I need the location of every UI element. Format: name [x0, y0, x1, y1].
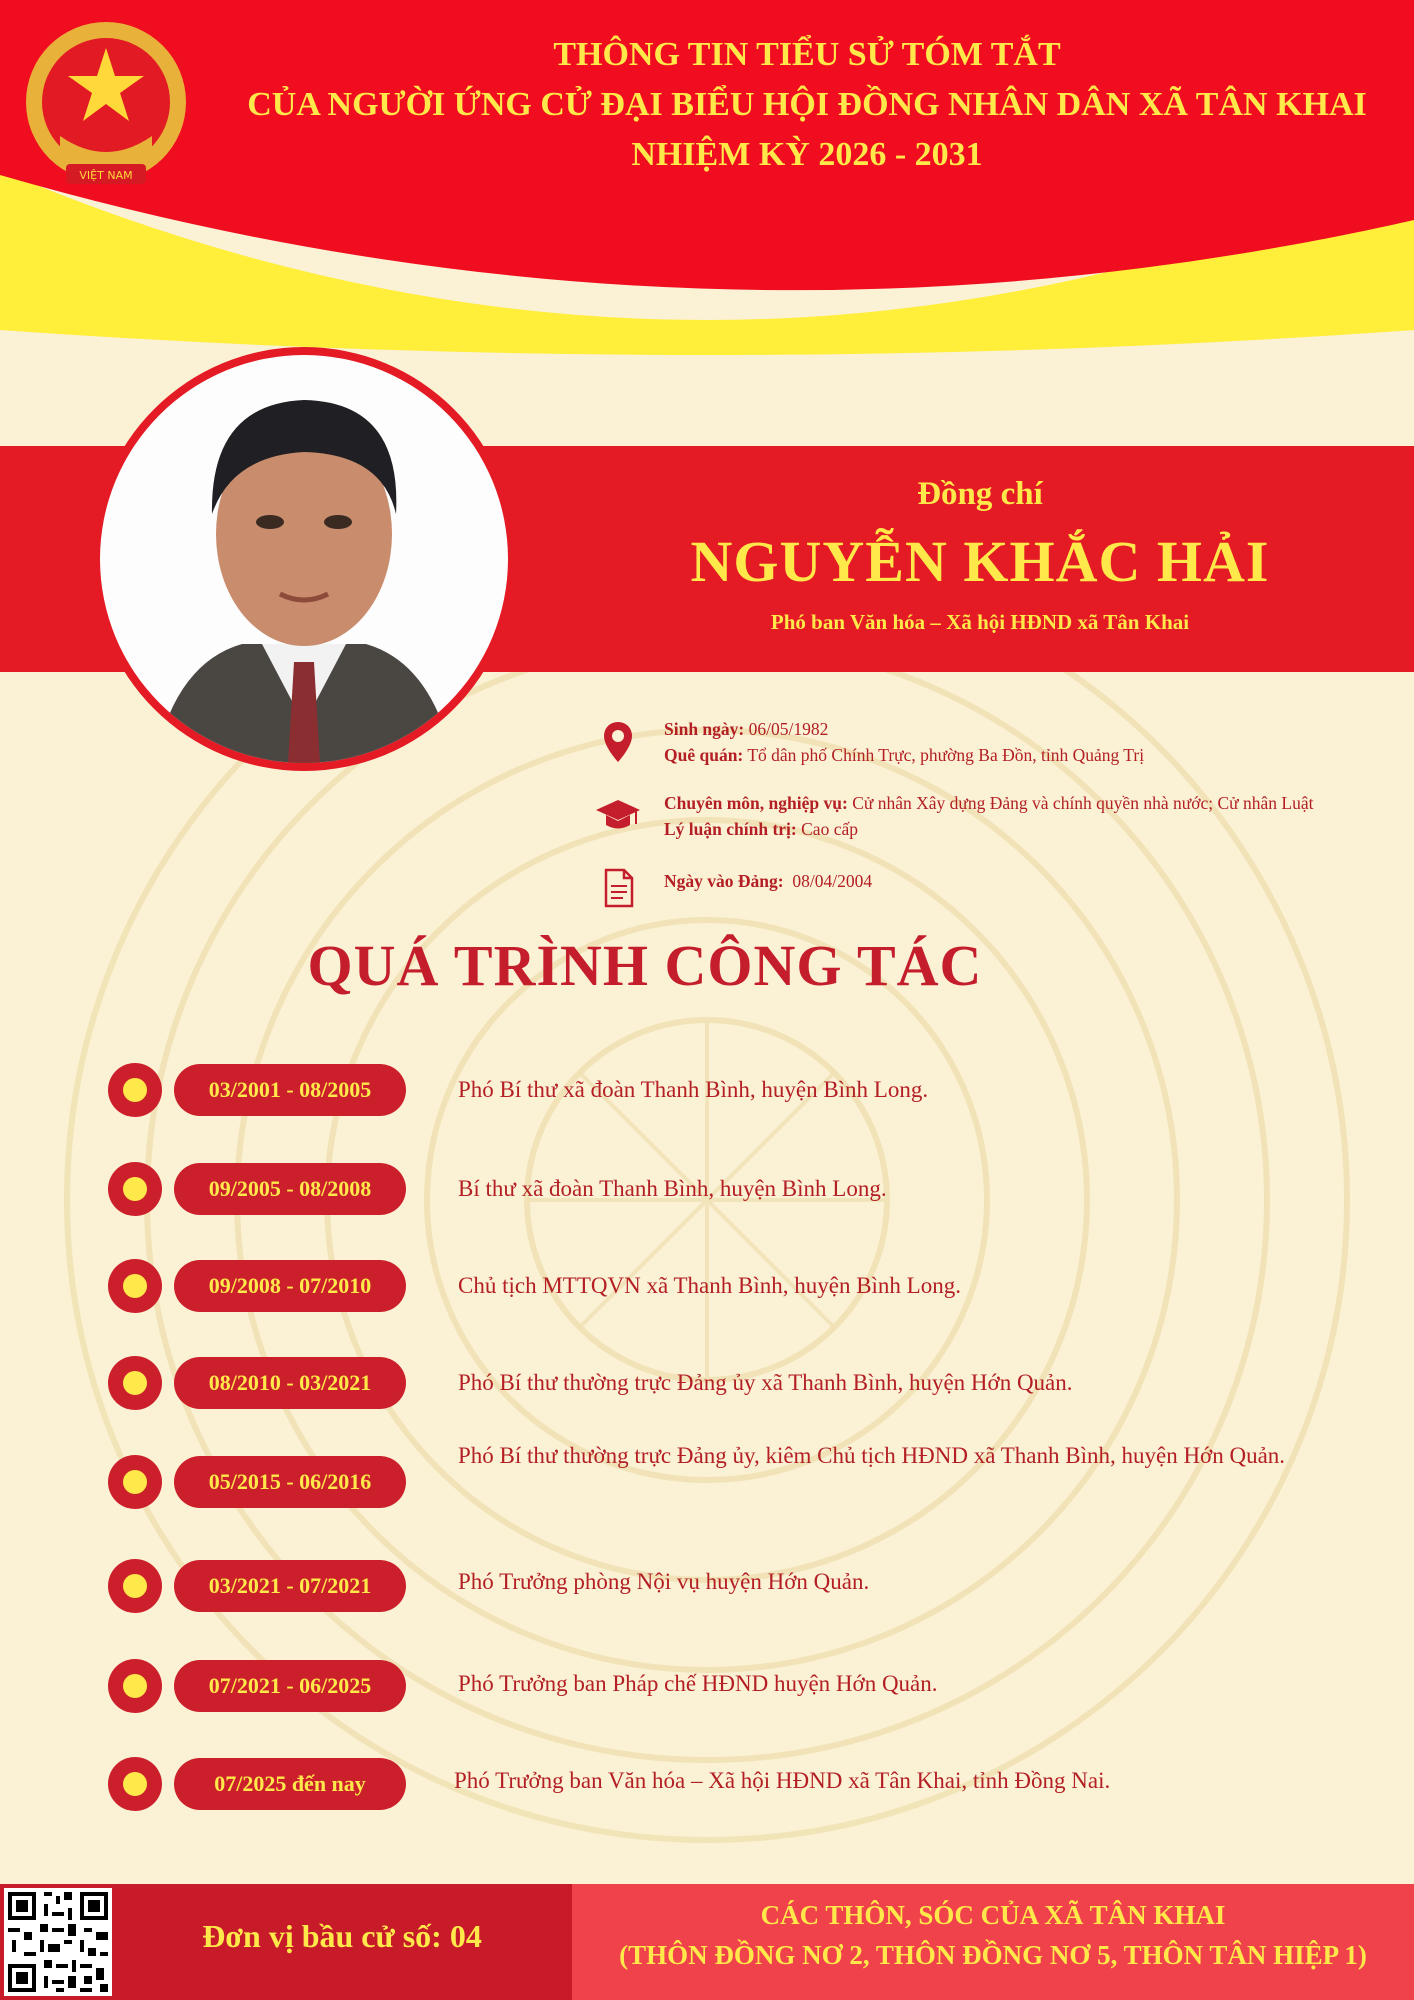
info-education-text: [664, 790, 1404, 842]
timeline-item: [0, 1159, 1414, 1219]
party-label: Ngày vào Đảng:: [664, 871, 784, 891]
timeline-period: 08/2010 - 03/2021: [174, 1357, 406, 1409]
party-value: 08/04/2004: [792, 871, 873, 891]
timeline-dot: [108, 1162, 162, 1216]
graduation-cap-icon: [596, 794, 640, 838]
candidate-honorific: Đồng chí: [917, 476, 1043, 512]
timeline-item: [0, 1443, 1414, 1512]
timeline-item: [0, 1556, 1414, 1616]
timeline-dot: [108, 1559, 162, 1613]
timeline-dot: [108, 1356, 162, 1410]
timeline-period: 07/2021 - 06/2025: [174, 1660, 406, 1712]
birth-value: 06/05/1982: [748, 719, 829, 739]
location-pin-icon: [596, 720, 640, 764]
timeline-item: [0, 1353, 1414, 1413]
timeline-period: 09/2005 - 08/2008: [174, 1163, 406, 1215]
header-title: [200, 30, 1414, 180]
timeline-dot: [108, 1259, 162, 1313]
hometown-label: Quê quán:: [664, 745, 744, 765]
candidate-position: Phó ban Văn hóa – Xã hội HĐND xã Tân Khai: [770, 610, 1190, 634]
timeline-item: [0, 1060, 1414, 1120]
timeline-period: 03/2001 - 08/2005: [174, 1064, 406, 1116]
politics-value: Cao cấp: [801, 819, 858, 839]
expertise-label: Chuyên môn, nghiệp vụ:: [664, 793, 848, 813]
timeline-description: Chủ tịch MTTQVN xã Thanh Bình, huyện Bình Long.: [458, 1273, 961, 1298]
villages-list: (THÔN ĐỒNG NƠ 2, THÔN ĐỒNG NƠ 5, THÔN TÂN HIỆP 1): [619, 1940, 1367, 1970]
info-birth-text: [664, 716, 1404, 768]
timeline-description: Phó Trưởng ban Văn hóa – Xã hội HĐND xã Tân Khai, tỉnh Đồng Nai.: [454, 1768, 1111, 1793]
villages-title: CÁC THÔN, SÓC CỦA XÃ TÂN KHAI: [760, 1900, 1226, 1930]
timeline-item: [0, 1256, 1414, 1316]
hometown-value: Tổ dân phố Chính Trực, phường Ba Đồn, tỉnh Quảng Trị: [747, 745, 1145, 765]
info-party-text: [664, 868, 1404, 894]
national-emblem-icon: [20, 18, 192, 196]
emblem-label: VIỆT NAM: [79, 169, 133, 182]
document-icon: [596, 866, 640, 910]
timeline-item: [0, 1656, 1414, 1716]
timeline-dot: [108, 1659, 162, 1713]
header-line-3: NHIỆM KỲ 2026 - 2031: [631, 136, 983, 173]
timeline-description: Phó Bí thư thường trực Đảng ủy xã Thanh Bình, huyện Hớn Quản.: [458, 1370, 1073, 1395]
timeline-dot: [108, 1063, 162, 1117]
timeline-dot: [108, 1455, 162, 1509]
birth-label: Sinh ngày:: [664, 719, 745, 739]
timeline-item: [0, 1754, 1414, 1814]
career-title: QUÁ TRÌNH CÔNG TÁC: [307, 933, 983, 998]
expertise-value: Cử nhân Xây dựng Đảng và chính quyền nhà nước; Cử nhân Luật: [852, 793, 1314, 813]
politics-label: Lý luận chính trị:: [664, 819, 797, 839]
timeline-description: Phó Trưởng ban Pháp chế HĐND huyện Hớn Quản.: [458, 1671, 938, 1696]
timeline-description: Bí thư xã đoàn Thanh Bình, huyện Bình Long.: [458, 1176, 887, 1201]
timeline-description: Phó Bí thư xã đoàn Thanh Bình, huyện Bình Long.: [458, 1077, 929, 1102]
election-unit-label: Đơn vị bầu cử số: 04: [202, 1918, 482, 1954]
candidate-portrait: [92, 344, 516, 774]
header-line-2: CỦA NGƯỜI ỨNG CỬ ĐẠI BIỂU HỘI ĐỒNG NHÂN DÂN XÃ TÂN KHAI: [247, 86, 1367, 123]
candidate-name: NGUYỄN KHẮC HẢI: [690, 529, 1270, 594]
header-line-1: THÔNG TIN TIỂU SỬ TÓM TẮT: [553, 36, 1061, 73]
timeline-period: 03/2021 - 07/2021: [174, 1560, 406, 1612]
timeline-description: Phó Bí thư thường trực Đảng ủy, kiêm Chủ tịch HĐND xã Thanh Bình, huyện Hớn Quản.: [458, 1443, 1286, 1468]
timeline-period: 09/2008 - 07/2010: [174, 1260, 406, 1312]
timeline-period: 05/2015 - 06/2016: [174, 1456, 406, 1508]
timeline-period: 07/2025 đến nay: [174, 1758, 406, 1810]
timeline-dot: [108, 1757, 162, 1811]
qr-code-icon: [4, 1888, 112, 1996]
timeline-description: Phó Trưởng phòng Nội vụ huyện Hớn Quản.: [458, 1569, 870, 1594]
